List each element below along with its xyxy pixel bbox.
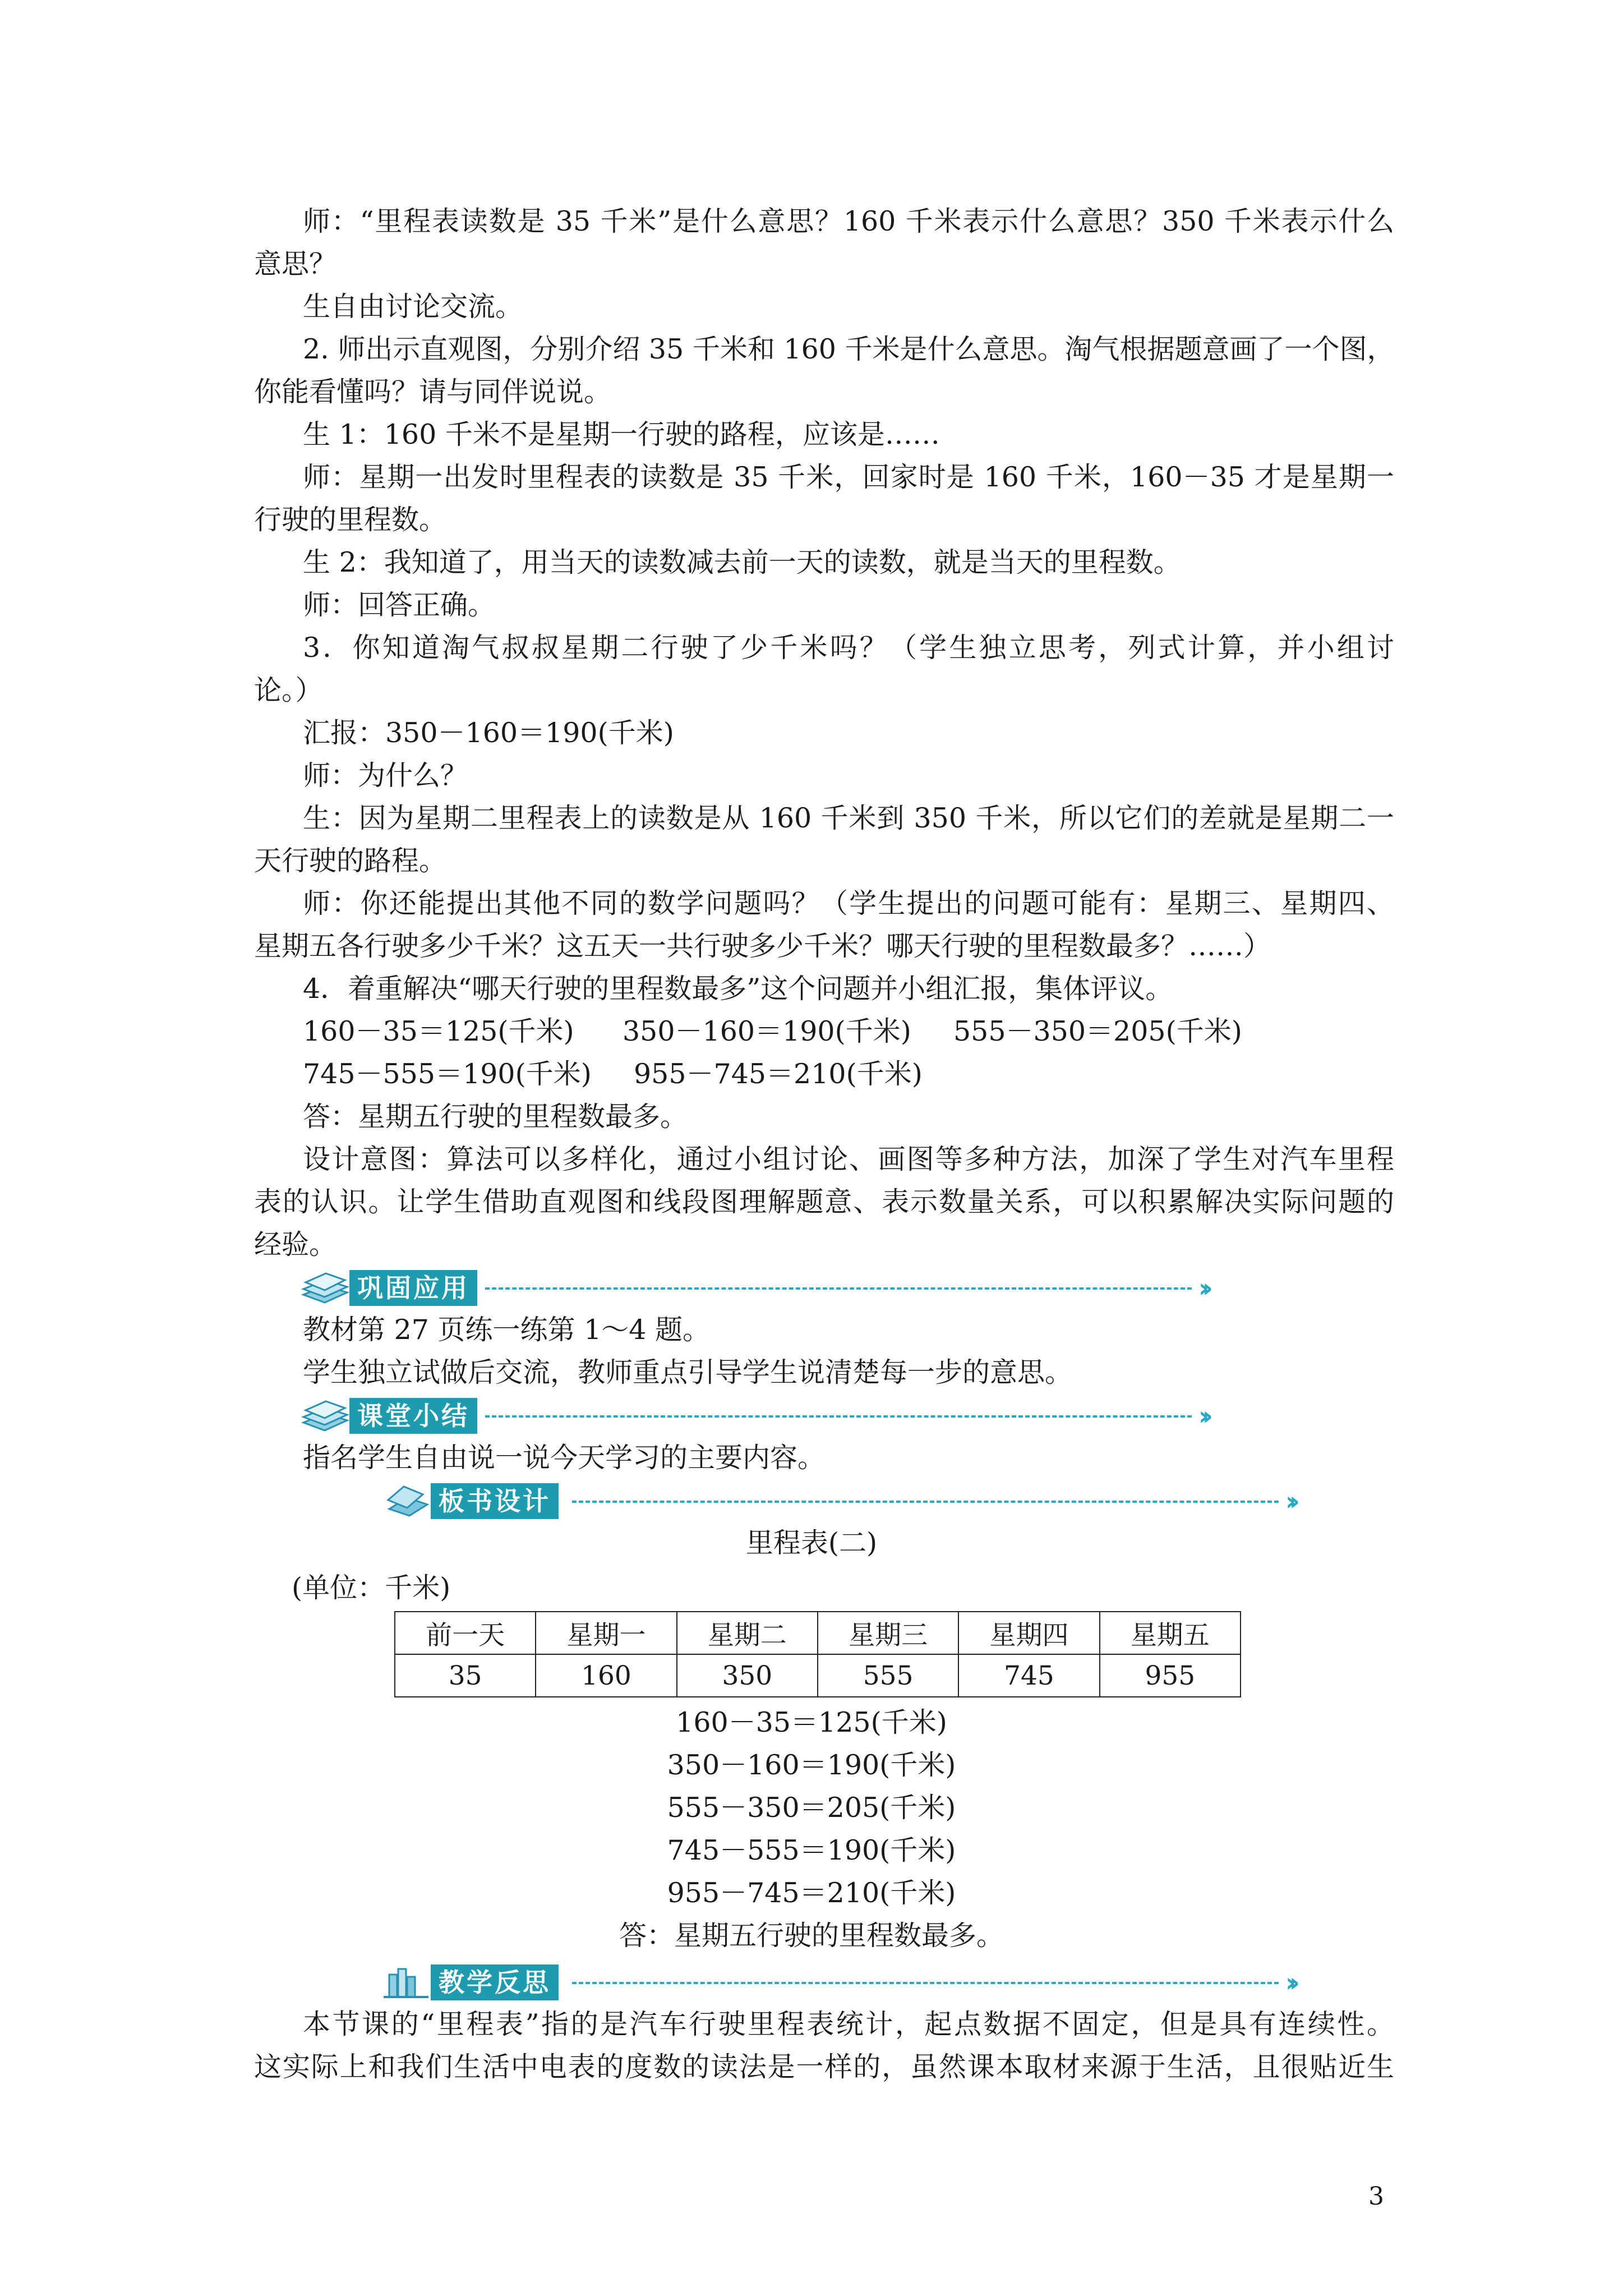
table-header-cell: 星期一 (536, 1612, 676, 1654)
table-header-cell: 前一天 (395, 1612, 536, 1654)
body-line: 汇报：350－160＝190(千米) (303, 717, 674, 749)
double-chevron-icon: ›› (1198, 1273, 1206, 1303)
board-calc: 160－35＝125(千米) (676, 1706, 947, 1738)
mileage-table (394, 1611, 1241, 1697)
body-line: 学生独立试做后交流，教师重点引导学生说清楚每一步的意思。 (303, 1356, 1073, 1388)
body-line: 生自由讨论交流。 (303, 291, 523, 323)
design-intent-line: 设计意图：算法可以多样化，通过小组讨论、画图等多种方法，加深了学生对汽车里程 (303, 1143, 1394, 1175)
calc-line: 160－35＝125(千米) (303, 1015, 574, 1047)
body-line: 师：为什么？ (303, 760, 468, 792)
body-line: 生 1：160 千米不是星期一行驶的路程，应该是…… (303, 418, 940, 450)
section-title: 教学反思 (431, 1964, 559, 2000)
calc-line: 350－160＝190(千米) (623, 1015, 911, 1047)
body-line: 4．着重解决“哪天行驶的里程数最多”这个问题并小组汇报，集体评议。 (303, 973, 1173, 1005)
books-icon (300, 1398, 349, 1434)
board-title: 里程表(二) (745, 1527, 878, 1559)
body-line: 教材第 27 页练一练第 1～4 题。 (303, 1314, 711, 1346)
table-cell: 35 (395, 1654, 536, 1697)
calc-line: 955－745＝210(千米) (634, 1058, 923, 1090)
board-calc: 955－745＝210(千米) (667, 1877, 956, 1909)
reflection-line: 本节课的“里程表”指的是汽车行驶里程表统计，起点数据不固定，但是具有连续性。 (303, 2008, 1394, 2040)
board-answer: 答：星期五行驶的里程数最多。 (619, 1920, 1004, 1952)
body-line: 论。） (254, 674, 323, 706)
section-title: 板书设计 (431, 1483, 559, 1519)
body-line: 你能看懂吗？请与同伴说说。 (254, 376, 612, 408)
body-line: 师：星期一出发时里程表的读数是 35 千米，回家时是 160 千米，160－35 才是星期一 (303, 461, 1394, 493)
section-divider (485, 1415, 1192, 1418)
body-line: 师：“里程表读数是 35 千米”是什么意思？160 千米表示什么意思？350 千米表示什么 (303, 205, 1394, 237)
body-line: 行驶的里程数。 (254, 504, 447, 536)
table-row (395, 1654, 1241, 1697)
section-divider (485, 1287, 1192, 1290)
section-divider (572, 1982, 1279, 1984)
table-header-row (395, 1612, 1241, 1654)
section-divider (572, 1501, 1279, 1503)
table-header-cell: 星期二 (677, 1612, 818, 1654)
board-calc: 745－555＝190(千米) (667, 1834, 956, 1866)
body-line: 3．你知道淘气叔叔星期二行驶了少千米吗？（学生独立思考，列式计算，并小组讨 (303, 632, 1394, 664)
book-stack-icon (381, 1483, 431, 1519)
board-unit: (单位：千米) (292, 1572, 451, 1604)
body-line: 2. 师出示直观图，分别介绍 35 千米和 160 千米是什么意思。淘气根据题意画了一个图， (303, 333, 1395, 365)
table-header-cell: 星期三 (818, 1612, 958, 1654)
design-intent-line: 经验。 (254, 1228, 337, 1260)
board-calc: 350－160＝190(千米) (667, 1749, 956, 1781)
body-line: 生：因为星期二里程表上的读数是从 160 千米到 350 千米，所以它们的差就是星期二一 (303, 802, 1394, 834)
double-chevron-icon: ›› (1285, 1486, 1293, 1516)
section-summary-header (300, 1396, 1231, 1436)
section-consolidate-header (300, 1268, 1231, 1308)
section-title: 课堂小结 (349, 1398, 477, 1434)
body-line: 生 2：我知道了，用当天的读数减去前一天的读数，就是当天的里程数。 (303, 546, 1181, 578)
section-reflection-header (381, 1962, 1324, 2003)
page-number: 3 (1368, 2182, 1384, 2211)
design-intent-line: 表的认识。让学生借助直观图和线段图理解题意、表示数量关系，可以积累解决实际问题的 (254, 1186, 1394, 1218)
body-line: 指名学生自由说一说今天学习的主要内容。 (303, 1442, 826, 1474)
section-board-header (381, 1481, 1324, 1521)
calc-line: 745－555＝190(千米) (303, 1058, 592, 1090)
table-cell: 745 (958, 1654, 1099, 1697)
table-cell: 955 (1100, 1654, 1241, 1697)
body-line: 星期五各行驶多少千米？这五天一共行驶多少千米？哪天行驶的里程数最多？……） (254, 930, 1271, 962)
table-header-cell: 星期五 (1100, 1612, 1241, 1654)
table-cell: 555 (818, 1654, 958, 1697)
body-line: 师：回答正确。 (303, 589, 496, 621)
body-line: 答：星期五行驶的里程数最多。 (303, 1101, 688, 1133)
board-calc: 555－350＝205(千米) (667, 1792, 956, 1824)
books-upright-icon (381, 1964, 431, 2000)
reflection-line: 这实际上和我们生活中电表的度数的读法是一样的，虽然课本取材来源于生活，且很贴近生 (254, 2051, 1394, 2083)
calc-line: 555－350＝205(千米) (953, 1015, 1242, 1047)
body-line: 意思？ (254, 248, 337, 280)
body-line: 天行驶的路程。 (254, 845, 447, 877)
body-line: 师：你还能提出其他不同的数学问题吗？（学生提出的问题可能有：星期三、星期四、 (303, 887, 1394, 919)
table-cell: 350 (677, 1654, 818, 1697)
books-icon (300, 1270, 349, 1306)
double-chevron-icon: ›› (1285, 1967, 1293, 1998)
section-title: 巩固应用 (349, 1270, 477, 1306)
table-cell: 160 (536, 1654, 676, 1697)
table-header-cell: 星期四 (958, 1612, 1099, 1654)
double-chevron-icon: ›› (1198, 1401, 1206, 1431)
